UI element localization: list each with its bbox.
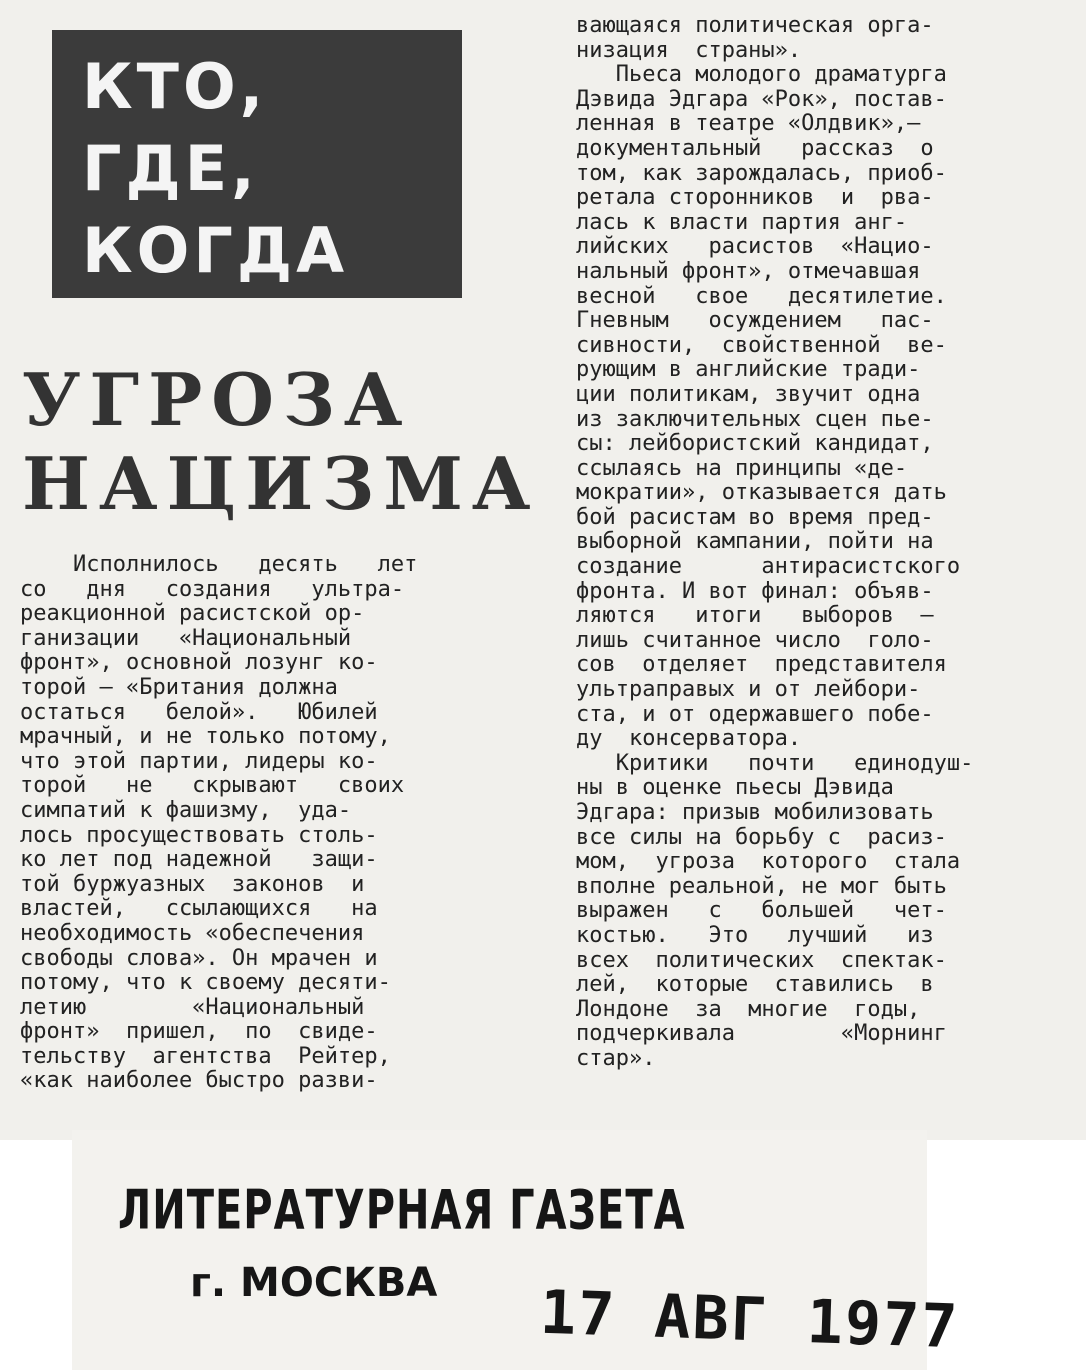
text-line: свободы слова». Он мрачен и	[20, 946, 378, 971]
text-line: нальный фронт», отмечавшая	[576, 259, 921, 284]
text-line: ста, и от одержавшего побе-	[576, 702, 934, 727]
text-line: Эдгара: призыв мобилизовать	[576, 801, 934, 825]
text-line: мом, угроза которого стала	[576, 850, 961, 875]
text-line: Критики почти единодуш-	[576, 751, 974, 776]
text-line: бой расистам во время пред-	[576, 505, 934, 530]
text-line: лишь считанное число голо-	[576, 628, 934, 653]
text-line: ультраправых и от лейбори-	[576, 678, 921, 703]
text-line: остаться белой». Юбилей	[20, 700, 378, 725]
text-line: ду консерватора.	[576, 727, 802, 752]
text-line: торой — «Британия должна	[20, 675, 338, 700]
text-line: симпатий к фашизму, уда-	[20, 798, 352, 823]
text-line: лей, которые ставились в	[576, 973, 934, 998]
text-line: той буржуазных законов и	[20, 872, 365, 897]
text-line: ретала сторонников и рва-	[576, 186, 934, 211]
text-line: мрачный, и не только потому,	[20, 725, 391, 750]
text-line: мократии», отказывается дать	[576, 481, 947, 506]
city-stamp: г. МОСКВА	[190, 1260, 438, 1306]
text-line: фронт», основной лозунг ко-	[20, 651, 378, 676]
text-line: Дэвида Эдгара «Рок», постав-	[576, 87, 947, 112]
text-line: том, как зарождалась, приоб-	[576, 161, 947, 186]
text-line: Исполнилось десять лет	[20, 553, 418, 577]
text-line: торой не скрывают своих	[20, 774, 405, 799]
text-line: тельству агентства Рейтер,	[20, 1044, 391, 1069]
text-line: низация страны».	[576, 38, 802, 63]
text-line: из заключительных сцен пье-	[576, 407, 934, 432]
text-line: реакционной расистской ор-	[20, 602, 365, 627]
headline-line: УГРОЗА	[22, 357, 412, 442]
headline-line: НАЦИЗМА	[22, 441, 540, 526]
article-headline	[22, 357, 540, 526]
text-line: ны в оценке пьесы Дэвида	[576, 776, 894, 801]
date-stamp: 17 АВГ 1977	[538, 1277, 961, 1363]
text-line: ции политикам, звучит одна	[576, 382, 921, 407]
text-line: сов отделяет представителя	[576, 653, 947, 678]
text-line: выборной кампании, пойти на	[576, 530, 934, 555]
text-line: весной свое десятилетие.	[576, 284, 947, 309]
article-column-right	[576, 14, 1081, 1072]
text-line: фронта. И вот финал: объяв-	[576, 579, 934, 604]
text-line: со дня создания ультра-	[20, 577, 405, 602]
text-line: Пьеса молодого драматурга	[576, 63, 947, 88]
text-line: ссылаясь на принципы «де-	[576, 456, 908, 481]
text-line: властей, ссылающихся на	[20, 897, 378, 922]
text-line: создание антирасистского	[576, 555, 961, 580]
text-line: сивности, свойственной ве-	[576, 333, 947, 358]
text-line: потому, что к своему десяти-	[20, 971, 391, 996]
text-line: вающаяся политическая орга-	[576, 14, 934, 38]
text-line: рующим в английские тради-	[576, 358, 921, 383]
text-line: ленная в театре «Олдвик»,—	[576, 112, 921, 137]
text-line: ганизации «Национальный	[20, 626, 352, 651]
text-line: сы: лейбористский кандидат,	[576, 432, 934, 457]
text-line: Лондоне за многие годы,	[576, 997, 921, 1022]
text-line: вполне реальной, не мог быть	[576, 874, 947, 899]
text-line: фронт» пришел, по свиде-	[20, 1020, 378, 1045]
rubric-line: КОГДА	[82, 214, 349, 287]
text-line: выражен с большей чет-	[576, 899, 947, 924]
text-line: Гневным осуждением пас-	[576, 309, 934, 334]
text-line: костью. Это лучший из	[576, 923, 934, 948]
text-line: «как наиболее быстро разви-	[20, 1069, 378, 1094]
text-line: всех политических спектак-	[576, 948, 947, 973]
text-line: ляются итоги выборов —	[576, 604, 934, 629]
rubric-block	[52, 30, 462, 298]
text-line: подчеркивала «Морнинг	[576, 1022, 947, 1047]
text-line: лась к власти партия анг-	[576, 210, 908, 235]
text-line: что этой партии, лидеры ко-	[20, 749, 378, 774]
text-line: документальный рассказ о	[576, 136, 934, 161]
text-line: ко лет под надежной защи-	[20, 848, 378, 873]
text-line: все силы на борьбу с расиз-	[576, 825, 947, 850]
text-line: летию «Национальный	[20, 995, 365, 1020]
newspaper-stamp: ЛИТЕРАТУРНАЯ ГАЗЕТА	[118, 1180, 686, 1243]
text-line: лось просуществовать столь-	[20, 823, 378, 848]
rubric-line: КТО,	[82, 50, 268, 123]
text-line: стар».	[576, 1046, 656, 1071]
text-line: необходимость «обеспечения	[20, 921, 365, 946]
article-column-left	[20, 553, 520, 1094]
rubric-line: ГДЕ,	[82, 132, 259, 205]
text-line: лийских расистов «Нацио-	[576, 235, 934, 260]
